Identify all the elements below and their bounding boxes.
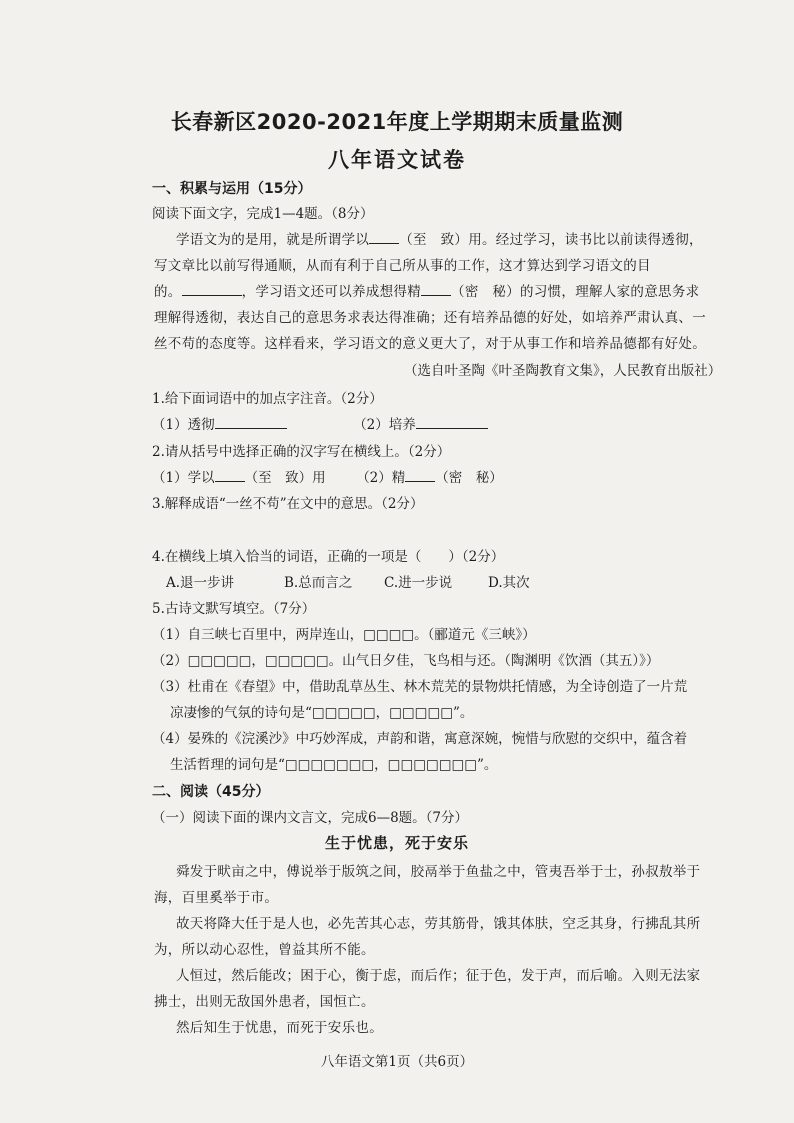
question-5-4: （4）晏殊的《浣溪沙》中巧妙浑成，声韵和谐，寓意深婉，惋惜与欣慰的交织中，蕴含着 xyxy=(152,731,688,747)
option-b: B.总而言之 xyxy=(284,575,353,591)
question-1-answers: （1）透彻 （2）培养 xyxy=(152,413,488,433)
answer-blank xyxy=(215,481,245,482)
passage-line-2: 写文章比以前写得通顺，从而有利于自己所从事的工作，这才算达到学习语文的目 xyxy=(154,258,651,274)
classical-text-p2-cont: 为，所以动心忍性，曾益其所不能。 xyxy=(154,942,375,958)
passage-line-5: 丝不苟的态度等。这样看来，学习语文的意义更大了，对于从事工作和培养品德都有好处。 xyxy=(154,336,706,352)
classical-text-p2: 故天将降大任于是人也，必先苦其心志，劳其筋骨，饿其体肤，空乏其身，行拂乱其所 xyxy=(176,916,701,932)
question-5-1: （1）自三峡七百里中，两岸连山，□□□□。（郦道元《三峡》） xyxy=(152,627,536,643)
passage-line-3: 的。 ，学习语文还可以养成想得精 （密 秘）的习惯，理解人家的意思务求 xyxy=(154,284,700,300)
passage-source: （选自叶圣陶《叶圣陶教育文集》，人民教育出版社） xyxy=(404,363,722,379)
question-3: 3.解释成语“一丝不苟”在文中的意思。（2分） xyxy=(152,496,424,512)
option-c: C.进一步说 xyxy=(384,575,453,591)
question-1: 1.给下面词语中的加点字注音。（2分） xyxy=(152,391,383,407)
question-5-3: （3）杜甫在《春望》中，借助乱草丛生、林木荒芜的景物烘托情感，为全诗创造了一片荒 xyxy=(152,679,688,695)
answer-blank xyxy=(215,428,287,429)
question-5-3-cont: 凉凄惨的气氛的诗句是“□□□□□，□□□□□”。 xyxy=(170,705,474,721)
section-2-heading: 二、阅读（45分） xyxy=(152,784,270,800)
exam-title: 长春新区2020-2021年度上学期期末质量监测 xyxy=(170,110,624,134)
section-1-heading: 一、积累与运用（15分） xyxy=(152,181,312,197)
page-footer: 八年语文第1页（共6页） xyxy=(320,1054,474,1070)
answer-blank xyxy=(369,243,399,244)
option-d: D.其次 xyxy=(488,575,530,591)
answer-blank xyxy=(182,295,242,296)
answer-blank xyxy=(405,481,435,482)
section-2-instruction: （一）阅读下面的课内文言文，完成6—8题。（7分） xyxy=(152,810,469,826)
classical-text-p1: 舜发于畎亩之中，傅说举于版筑之间，胶鬲举于鱼盐之中，管夷吾举于士，孙叔敖举于 xyxy=(176,864,701,880)
option-a: A.退一步讲 xyxy=(166,575,235,591)
answer-blank xyxy=(421,295,451,296)
classical-text-p3: 人恒过，然后能改；困于心，衡于虑，而后作；征于色，发于声，而后喻。入则无法家 xyxy=(176,968,701,984)
classical-text-p4: 然后知生于忧患，而死于安乐也。 xyxy=(176,1020,383,1036)
passage-line-4: 理解得透彻，表达自己的意思务求表达得准确；还有培养品德的好处，如培养严肃认真、一 xyxy=(154,310,706,326)
question-4: 4.在横线上填入恰当的词语，正确的一项是（ ）（2分） xyxy=(152,549,505,565)
question-5-4-cont: 生活哲理的词句是“□□□□□□□，□□□□□□□”。 xyxy=(170,757,498,773)
classical-text-p3-cont: 拂士，出则无敌国外患者，国恒亡。 xyxy=(154,994,375,1010)
section-1-instruction: 阅读下面文字，完成1—4题。（8分） xyxy=(152,206,374,222)
question-5: 5.古诗文默写填空。（7分） xyxy=(152,601,316,617)
classical-text-p1-cont: 海，百里奚举于市。 xyxy=(154,890,279,906)
passage-line-1: 学语文为的是用，就是所谓学以 （至 致）用。经过学习，读书比以前读得透彻， xyxy=(176,232,703,248)
question-2-answers: （1）学以 （至 致）用 （2）精 （密 秘） xyxy=(152,470,503,486)
answer-blank xyxy=(416,428,488,429)
passage-title: 生于忧患，死于安乐 xyxy=(324,834,469,852)
exam-subtitle: 八年语文试卷 xyxy=(328,148,466,172)
question-5-2: （2）□□□□□，□□□□□。山气日夕佳，飞鸟相与还。（陶渊明《饮酒（其五）》） xyxy=(152,653,660,669)
question-2: 2.请从括号中选择正确的汉字写在横线上。（2分） xyxy=(152,444,451,460)
